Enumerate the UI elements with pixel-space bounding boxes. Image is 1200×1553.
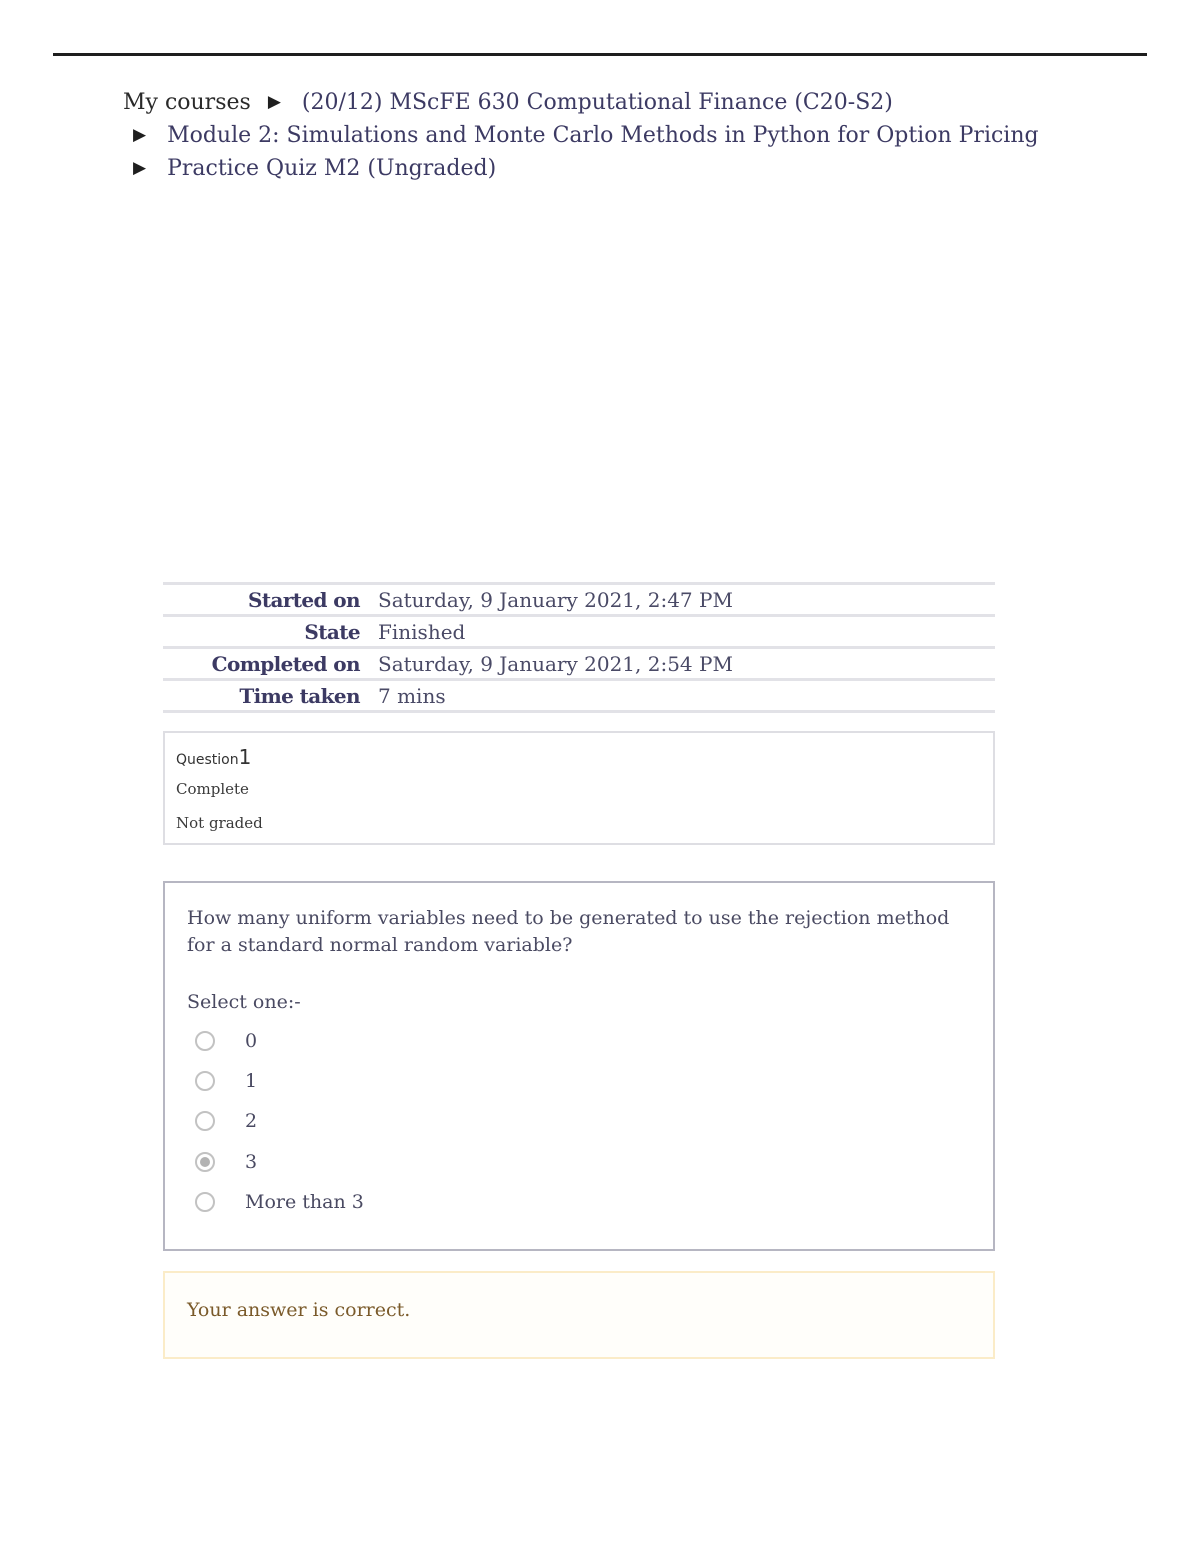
breadcrumb-quiz[interactable]: Practice Quiz M2 (Ungraded) [167,156,497,181]
summary-label: Completed on [163,648,378,680]
select-one-prompt: Select one:- [187,991,301,1013]
attempt-summary-table [163,582,995,713]
summary-value: 7 mins [378,680,995,712]
question-state: Complete [176,780,249,798]
breadcrumb [123,86,1123,185]
question-number-value: 1 [238,745,252,769]
answer-option-label: 0 [245,1030,258,1052]
radio-button-selected[interactable] [195,1152,215,1172]
breadcrumb-arrow-icon: ▶ [133,158,147,178]
feedback-text: Your answer is correct. [187,1299,411,1321]
answer-option-label: 1 [245,1070,258,1092]
question-text: How many uniform variables need to be generated to use the rejection method for a standard normal random variable? [187,907,950,956]
top-divider [53,53,1147,56]
feedback-box [163,1271,995,1359]
summary-label: Time taken [163,680,378,712]
radio-button[interactable] [195,1071,215,1091]
answer-option-label: 3 [245,1151,258,1173]
summary-row-state [163,616,995,648]
answer-option-label: 2 [245,1110,258,1132]
radio-button[interactable] [195,1192,215,1212]
breadcrumb-course[interactable]: (20/12) MScFE 630 Computational Finance (C20-S2) [301,90,893,115]
question-label: Question [176,752,239,768]
summary-label: State [163,616,378,648]
breadcrumb-arrow-icon: ▶ [267,92,281,112]
summary-row-time-taken [163,680,995,712]
summary-label: Started on [163,584,378,616]
question-info-box [163,731,995,845]
question-grade: Not graded [176,814,263,832]
radio-button[interactable] [195,1031,215,1051]
breadcrumb-arrow-icon: ▶ [133,125,147,145]
summary-row-started [163,584,995,616]
summary-row-completed [163,648,995,680]
summary-value: Saturday, 9 January 2021, 2:47 PM [378,584,995,616]
answer-option-label: More than 3 [245,1191,364,1213]
summary-value: Finished [378,616,995,648]
summary-value: Saturday, 9 January 2021, 2:54 PM [378,648,995,680]
radio-button[interactable] [195,1111,215,1131]
question-number [176,745,251,769]
breadcrumb-module[interactable]: Module 2: Simulations and Monte Carlo Methods in Python for Option Pricing [167,123,1039,148]
question-content-box [163,881,995,1251]
breadcrumb-my-courses[interactable]: My courses [123,90,251,115]
